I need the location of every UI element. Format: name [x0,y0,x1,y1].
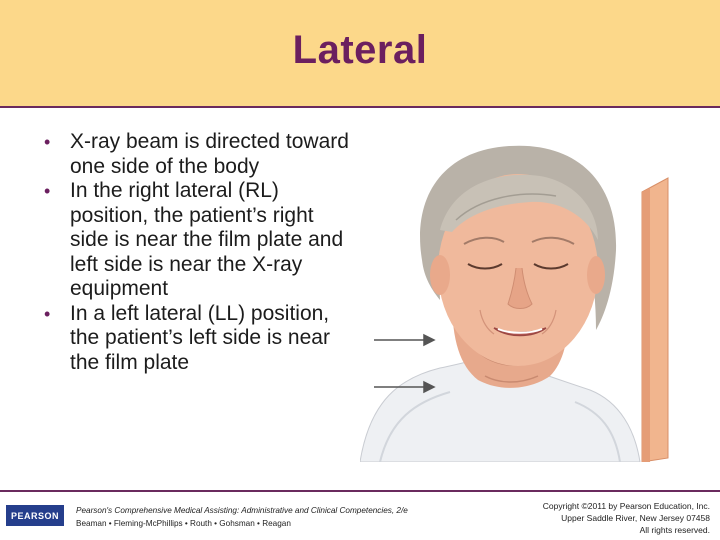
copyright-line: Copyright ©2011 by Pearson Education, Inc. [542,501,710,511]
bullet-text: X-ray beam is directed toward one side of the body [70,130,349,178]
pearson-logo: PEARSON [6,505,64,526]
bullet-icon: • [44,303,51,324]
bullet-text: In the right lateral (RL) position, the patient’s right side is near the film plate and left side is near the X-ray equipment [70,179,344,300]
bullet-icon: • [44,132,51,152]
bullet-item [44,179,354,302]
bullet-text: In a left lateral (LL) position, the patient’s left side is near the film plate [70,301,330,374]
bullet-item [44,130,354,179]
bullet-icon: • [44,181,51,201]
bullet-list [44,130,354,375]
copyright-line: Upper Saddle River, New Jersey 07458 [561,513,710,523]
lateral-position-illustration [360,140,720,462]
xray-arrow [374,335,434,345]
copyright [480,500,710,536]
authors: Beaman • Fleming-McPhillips • Routh • Gohsman • Reagan [76,519,291,528]
copyright-line: All rights reserved. [639,525,710,535]
footer-divider [0,490,720,492]
book-title: Pearson's Comprehensive Medical Assisting: Administrative and Clinical Competencies, 2/e [76,506,408,515]
bullet-item [44,302,354,376]
slide-title: Lateral [292,28,428,72]
